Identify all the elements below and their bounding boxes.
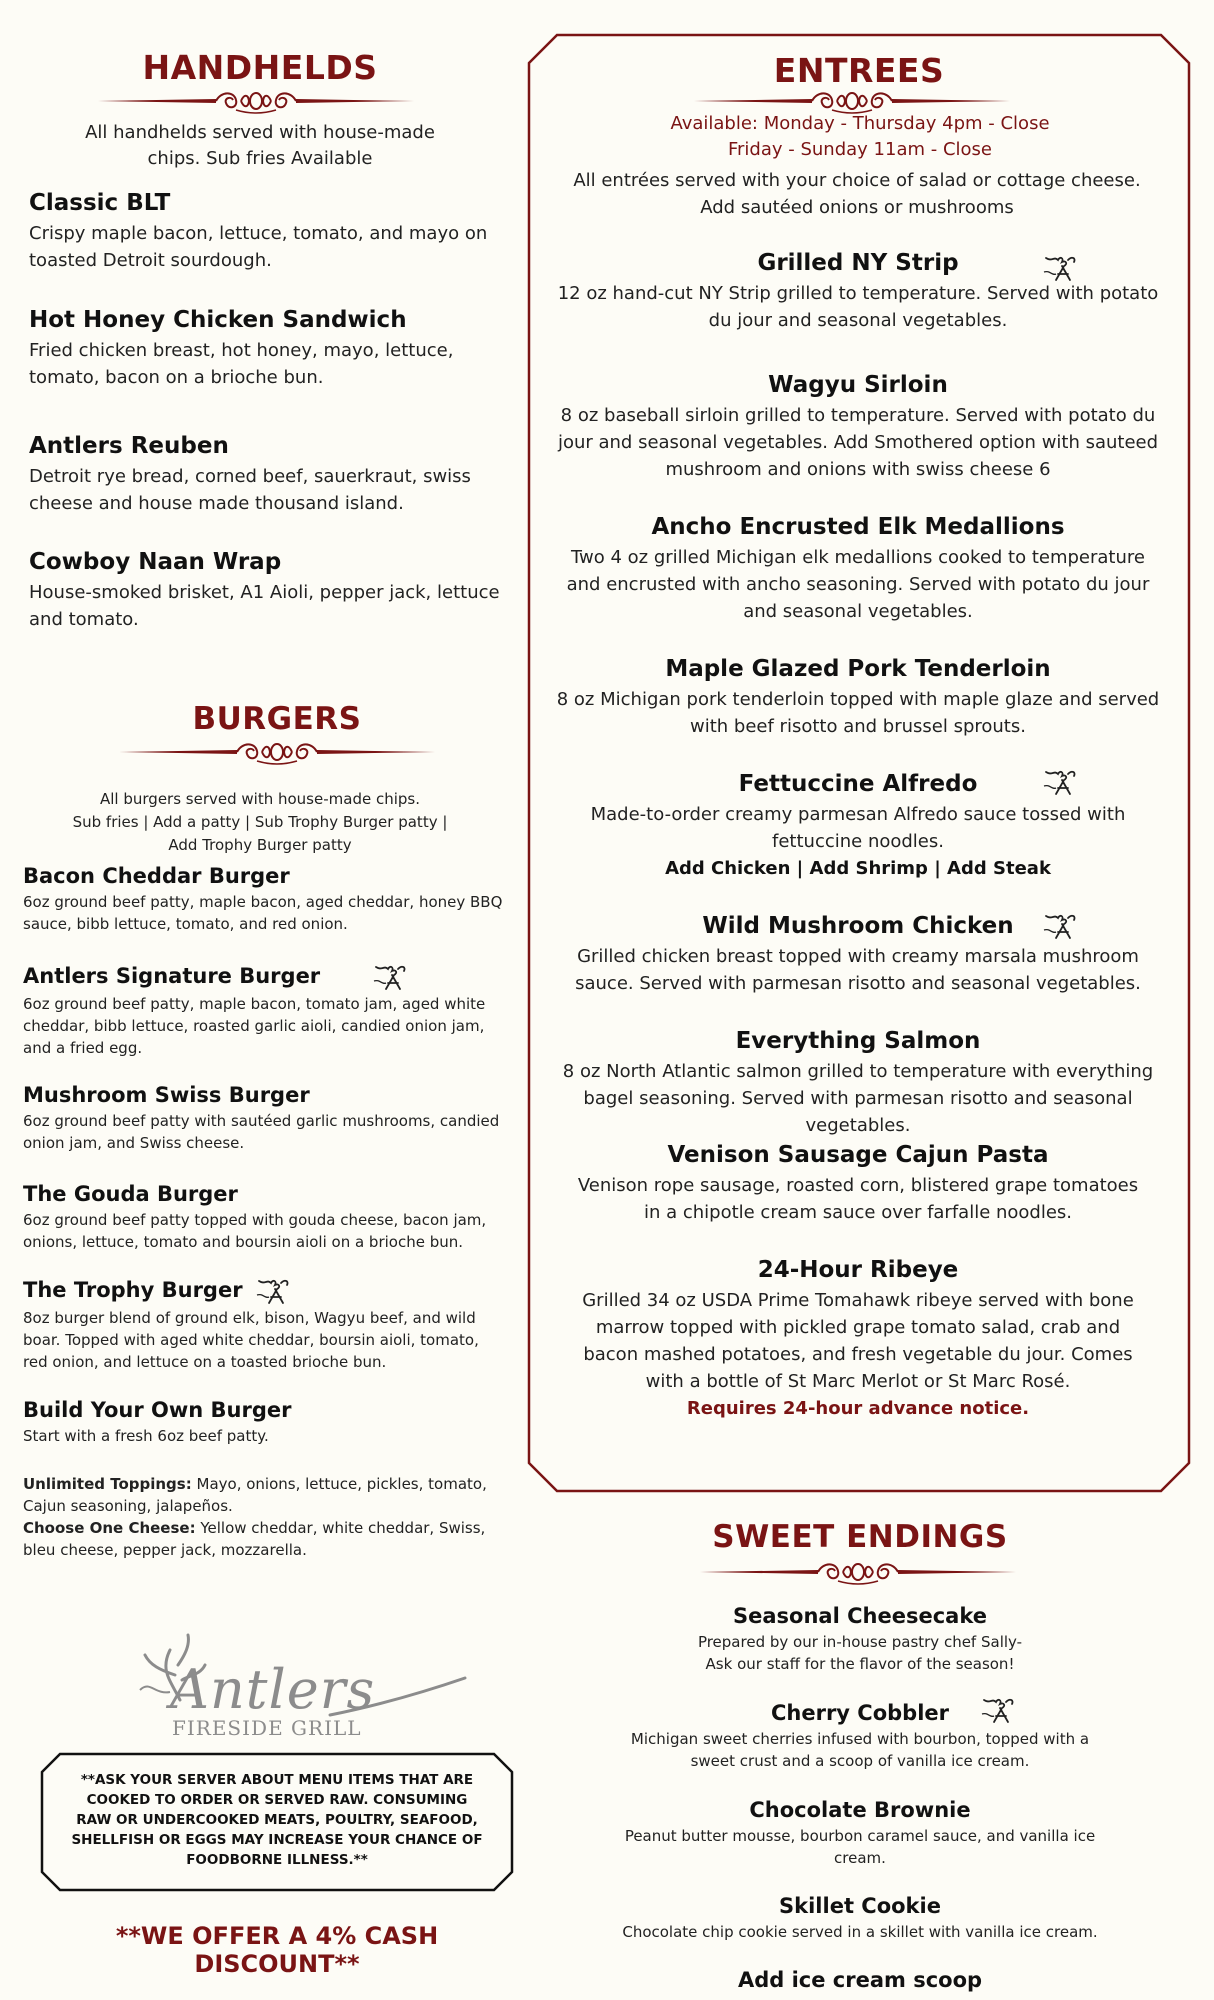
item-desc: House-smoked brisket, A1 Aioli, pepper jack, lettuce and tomato.: [29, 582, 500, 630]
entrees-note-line2: Add sautéed onions or mushrooms: [700, 197, 1014, 218]
burger-item: [23, 864, 503, 935]
item-name-row: [23, 1275, 503, 1307]
toppings-text: Mayo, onions, lettuce, pickles, tomato, Cajun seasoning, jalapeños.: [23, 1475, 487, 1515]
item-desc: 6oz ground beef patty, maple bacon, tomato jam, aged white cheddar, bibb lettuce, roasted garlic aioli, candied onion jam, and a fried egg.: [23, 995, 486, 1057]
item-desc: Start with a fresh 6oz beef patty.: [23, 1427, 269, 1445]
sweet-item: [600, 1604, 1120, 1675]
item-desc-line2: cream.: [834, 1849, 886, 1867]
antlers-logo-icon: [1042, 766, 1082, 798]
item-name: Hot Honey Chicken Sandwich: [29, 307, 407, 333]
handhelds-note-line2: chips. Sub fries Available: [147, 148, 373, 169]
item-name: 24-Hour Ribeye: [757, 1257, 959, 1283]
burger-item: [23, 1083, 503, 1154]
burgers-note: [40, 788, 480, 857]
item-notice: Requires 24-hour advance notice.: [686, 1398, 1030, 1419]
item-desc: Made-to-order creamy parmesan Alfredo sauce tossed with fettuccine noodles.: [590, 804, 1126, 852]
antlers-logo-icon: [980, 1694, 1020, 1726]
item-extra: Add Chicken | Add Shrimp | Add Steak: [665, 858, 1051, 879]
antlers-logo-icon: [1042, 910, 1082, 942]
burgers-note-line3: Add Trophy Burger patty: [168, 836, 352, 854]
handhelds-note-line1: All handhelds served with house-made: [85, 122, 435, 143]
item-desc: 8oz burger blend of ground elk, bison, Wagyu beef, and wild boar. Topped with aged white cheddar, boursin aioli, tomato, red onion, and lettuce on a toasted brioche bun.: [23, 1309, 479, 1371]
item-name: The Trophy Burger: [23, 1278, 243, 1302]
item-name: Venison Sausage Cajun Pasta: [667, 1142, 1049, 1168]
burger-toppings: [23, 1473, 503, 1561]
toppings-label: Unlimited Toppings:: [23, 1475, 192, 1493]
item-name: Antlers Reuben: [29, 433, 229, 459]
sweet-addon: Add ice cream scoop: [737, 1968, 983, 1992]
cash-discount: **WE OFFER A 4% CASH DISCOUNT**: [115, 1922, 439, 1978]
antlers-logo-icon: [372, 961, 412, 993]
sweet-title: SWEET ENDINGS: [712, 1519, 1008, 1555]
item-desc: 6oz ground beef patty topped with gouda cheese, bacon jam, onions, lettuce, tomato and boursin aioli on a brioche bun.: [23, 1211, 487, 1251]
handheld-item: [29, 190, 519, 274]
item-desc: 8 oz baseball sirloin grilled to temperature. Served with potato du jour and seasonal vegetables. Add Smothered option with sauteed mushroom and onions with swiss cheese 6: [557, 405, 1159, 480]
item-desc: Two 4 oz grilled Michigan elk medallions cooked to temperature and encrusted with ancho seasoning. Served with potato du jour and seasonal vegetables.: [566, 547, 1150, 622]
antlers-logo: [130, 1620, 470, 1740]
handheld-item: [29, 307, 519, 391]
item-desc: Detroit rye bread, corned beef, sauerkraut, swiss cheese and house made thousand island.: [29, 466, 471, 514]
antlers-logo-icon: [255, 1275, 295, 1307]
entree-item: [556, 514, 1160, 625]
burgers-flourish: [117, 737, 437, 767]
item-name: Cherry Cobbler: [770, 1701, 950, 1725]
entree-item: [556, 1257, 1160, 1422]
burger-item: [23, 1275, 503, 1373]
sweet-item: [600, 1798, 1120, 1869]
item-desc: 8 oz North Atlantic salmon grilled to temperature with everything bagel seasoning. Served with parmesan risotto and seasonal vegetables.: [562, 1061, 1154, 1136]
item-desc: Grilled chicken breast topped with creamy marsala mushroom sauce. Served with parmesan risotto and seasonal vegetables.: [575, 946, 1141, 994]
avail-line2: Friday - Sunday 11am - Close: [727, 139, 992, 160]
item-name: Maple Glazed Pork Tenderloin: [665, 656, 1051, 682]
avail-line1: Available: Monday - Thursday 4pm - Close: [670, 113, 1050, 134]
item-desc-line2: sweet crust and a scoop of vanilla ice cream.: [690, 1752, 1030, 1770]
sweet-flourish: [698, 1557, 1018, 1587]
entree-item: [556, 656, 1160, 740]
entrees-note: [547, 167, 1167, 221]
item-name: Wagyu Sirloin: [768, 372, 948, 398]
item-name: Bacon Cheddar Burger: [23, 864, 290, 888]
item-name: Antlers Signature Burger: [23, 964, 321, 988]
item-name: Wild Mushroom Chicken: [702, 913, 1014, 939]
item-desc: 6oz ground beef patty, maple bacon, aged cheddar, honey BBQ sauce, bibb lettuce, tomato, and red onion.: [23, 893, 503, 933]
item-name: Seasonal Cheesecake: [733, 1604, 987, 1628]
item-desc-line1: Prepared by our in-house pastry chef Sally-: [697, 1633, 1023, 1651]
item-desc: 8 oz Michigan pork tenderloin topped with maple glaze and served with beef risotto and brussel sprouts.: [556, 689, 1160, 737]
logo-sub: FIRESIDE GRILL: [172, 1716, 362, 1740]
item-name: The Gouda Burger: [23, 1182, 238, 1206]
item-name: Cowboy Naan Wrap: [29, 549, 282, 575]
burger-item: [23, 1182, 493, 1253]
entree-item: [556, 372, 1160, 483]
handhelds-flourish: [96, 86, 416, 116]
handhelds-note: [60, 120, 460, 172]
item-desc: 6oz ground beef patty with sautéed garlic mushrooms, candied onion jam, and Swiss cheese.: [23, 1112, 500, 1152]
cheese-label: Choose One Cheese:: [23, 1519, 196, 1537]
item-name: Classic BLT: [29, 190, 171, 216]
entrees-title: ENTREES: [773, 51, 945, 90]
item-desc-line1: Michigan sweet cherries infused with bourbon, topped with a: [630, 1730, 1090, 1748]
burgers-title: BURGERS: [192, 701, 362, 737]
entree-item: [556, 1142, 1160, 1226]
sweet-item: [600, 1894, 1120, 1943]
item-desc: Fried chicken breast, hot honey, mayo, lettuce, tomato, bacon on a brioche bun.: [29, 340, 454, 388]
item-desc: Grilled 34 oz USDA Prime Tomahawk ribeye served with bone marrow topped with pickled grape tomato salad, crab and bacon mashed potatoes, and fresh vegetable du jour. Comes with a bottle of St Marc Merlot or St Marc Rosé.: [582, 1290, 1134, 1392]
logo-name: Antlers: [170, 1658, 376, 1721]
burger-item: [23, 961, 508, 1059]
item-desc-line1: Peanut butter mousse, bourbon caramel sauce, and vanilla ice: [624, 1827, 1096, 1845]
item-desc: Venison rope sausage, roasted corn, blistered grape tomatoes in a chipotle cream sauce over farfalle noodles.: [577, 1175, 1139, 1223]
item-name: Mushroom Swiss Burger: [23, 1083, 310, 1107]
item-desc-line1: Chocolate chip cookie served in a skillet with vanilla ice cream.: [622, 1923, 1098, 1941]
item-name: Everything Salmon: [735, 1028, 981, 1054]
advisory-text: **ASK YOUR SERVER ABOUT MENU ITEMS THAT ARE COOKED TO ORDER OR SERVED RAW. CONSUMING RAW OR UNDERCOOKED MEATS, POULTRY, SEAFOOD, SHELLFISH OR EGGS MAY INCREASE YOUR CHANCE OF FOODBORNE ILLNESS.**: [71, 1772, 483, 1868]
item-name: Chocolate Brownie: [749, 1798, 971, 1822]
item-name: Fettuccine Alfredo: [738, 771, 978, 797]
cheese-text: Yellow cheddar, white cheddar, Swiss, bleu cheese, pepper jack, mozzarella.: [23, 1519, 486, 1559]
burgers-note-line1: All burgers served with house-made chips.: [100, 790, 420, 808]
item-desc: 12 oz hand-cut NY Strip grilled to temperature. Served with potato du jour and seasonal vegetables.: [557, 283, 1159, 331]
entree-item: [556, 1028, 1160, 1139]
handhelds-title: HANDHELDS: [142, 48, 378, 87]
item-name: Skillet Cookie: [779, 1894, 941, 1918]
entrees-availability: [560, 111, 1160, 163]
item-name-row: [23, 961, 508, 993]
item-name: Grilled NY Strip: [757, 250, 959, 276]
item-name: Ancho Encrusted Elk Medallions: [651, 514, 1065, 540]
handheld-item: [29, 549, 529, 633]
burgers-note-line2: Sub fries | Add a patty | Sub Trophy Burger patty |: [72, 813, 448, 831]
handheld-item: [29, 433, 479, 517]
burger-item: [23, 1398, 503, 1447]
item-name: Build Your Own Burger: [23, 1398, 292, 1422]
antlers-logo-icon: [1042, 252, 1082, 284]
item-desc-line2: Ask our staff for the flavor of the season!: [705, 1655, 1015, 1673]
entrees-note-line1: All entrées served with your choice of salad or cottage cheese.: [573, 170, 1141, 191]
item-desc: Crispy maple bacon, lettuce, tomato, and mayo on toasted Detroit sourdough.: [29, 223, 488, 271]
sweet-item: [600, 1701, 1120, 1772]
